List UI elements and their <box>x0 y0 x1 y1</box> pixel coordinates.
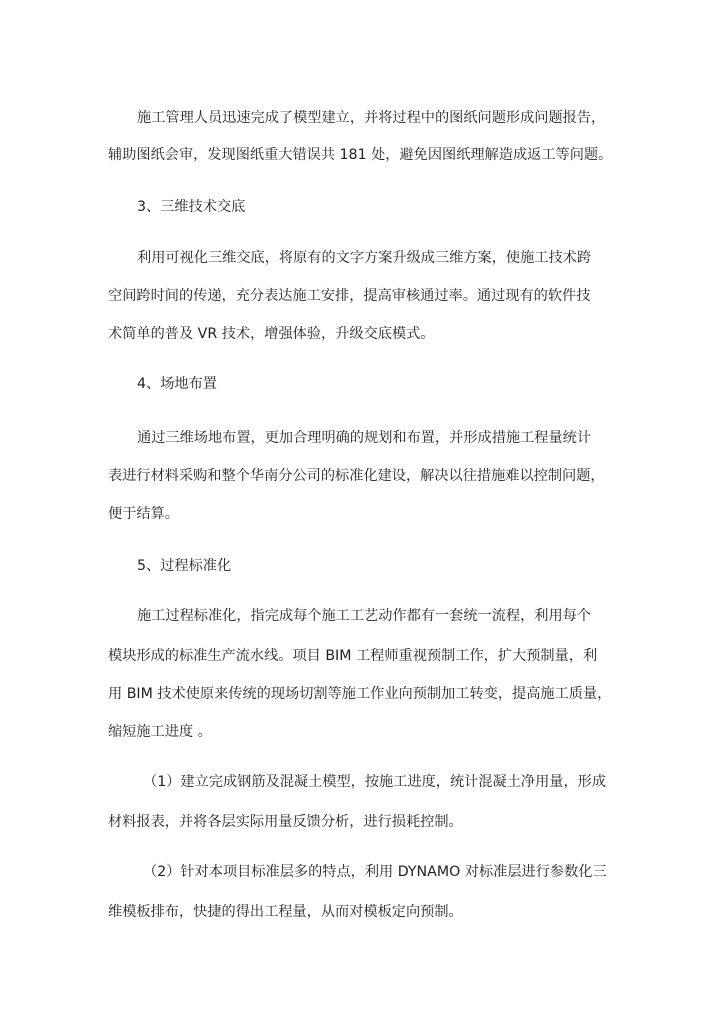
list-item-line: 材料报表，并将各层实际用量反馈分析，进行损耗控制。 <box>108 814 463 830</box>
section-heading: 5、过程标准化 <box>137 558 232 574</box>
section-heading: 3、三维技术交底 <box>137 199 246 215</box>
paragraph-line: 空间跨时间的传递，充分表达施工安排，提高审核通过率。通过现有的软件技 <box>108 288 591 304</box>
paragraph-line: 表进行材料采购和整个华南分公司的标准化建设，解决以往措施难以控制问题， <box>108 468 605 484</box>
paragraph-line: 施工过程标准化，指完成每个施工工艺动作都有一套统一流程，利用每个 <box>137 608 592 624</box>
paragraph-line: 术简单的普及 VR 技术，增强体验，升级交底模式。 <box>108 326 435 342</box>
list-item-line: （1）建立完成钢筋及混凝土模型，按施工进度，统计混凝土净用量，形成 <box>143 774 607 790</box>
paragraph-line: 用 BIM 技术使原来传统的现场切割等施工作业向预制加工转变，提高施工质量， <box>108 686 612 702</box>
list-item-line: 维模板排布，快捷的得出工程量，从而对模板定向预制。 <box>108 904 463 920</box>
paragraph-line: 便于结算。 <box>108 506 179 522</box>
paragraph-line: 施工管理人员迅速完成了模型建立，并将过程中的图纸问题形成问题报告， <box>137 110 606 126</box>
section-heading: 4、场地布置 <box>137 376 217 392</box>
paragraph-line: 通过三维场地布置，更加合理明确的规划和布置，并形成措施工程量统计 <box>137 430 592 446</box>
paragraph-line: 模块形成的标准生产流水线。项目 BIM 工程师重视预制工作，扩大预制量，利 <box>108 648 598 664</box>
paragraph-line: 缩短施工进度 。 <box>108 724 212 740</box>
list-item-line: （2）针对本项目标准层多的特点，利用 DYNAMO 对标准层进行参数化三 <box>143 864 607 880</box>
paragraph-line: 辅助图纸会审，发现图纸重大错误共 181 处，避免因图纸理解造成返工等问题。 <box>108 147 613 163</box>
paragraph-line: 利用可视化三维交底，将原有的文字方案升级成三维方案，使施工技术跨 <box>137 250 592 266</box>
